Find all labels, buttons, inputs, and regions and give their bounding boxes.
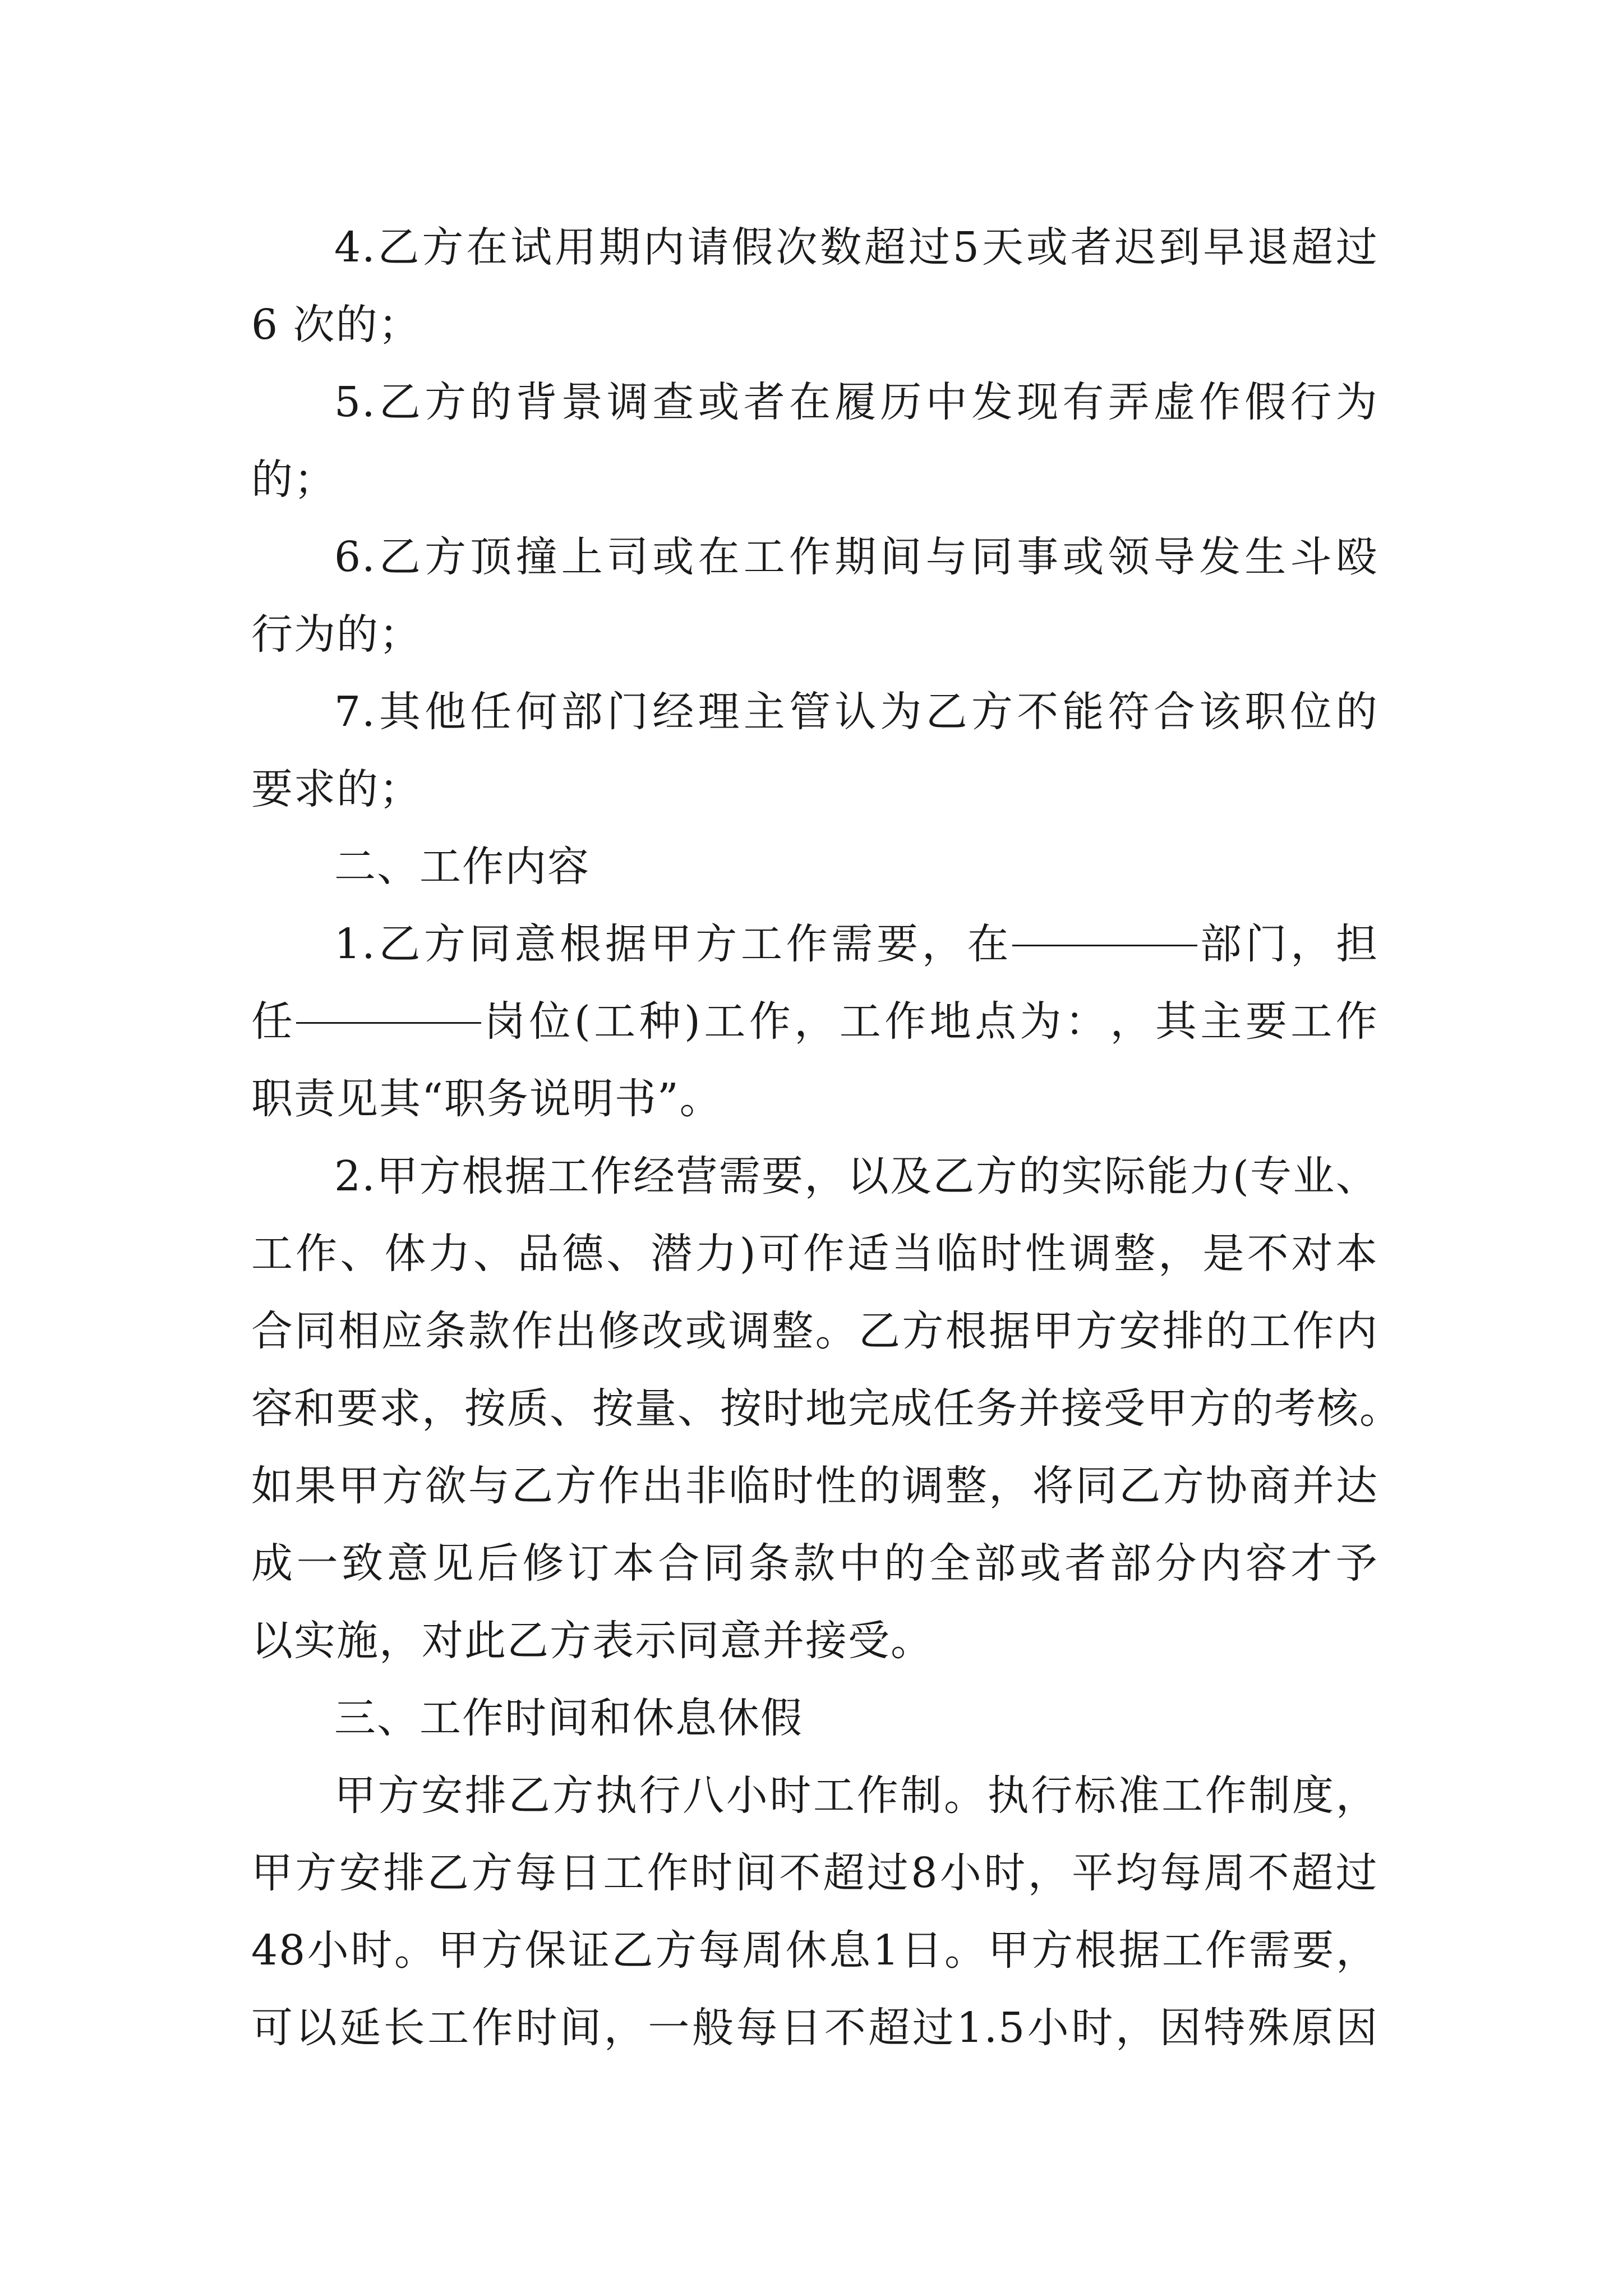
fill-in-blank bbox=[296, 983, 481, 1024]
text-line: 甲 方 安 排 乙 方 执 行 八 小 时 工 作 制 。 执 行 标 准 工 作 制 度 ， bbox=[334, 1772, 1378, 1820]
text-line: 职责见其“职务说明书”。 bbox=[251, 1075, 722, 1123]
text-line: 2. 甲 方 根 据 工 作 经 营 需 要 ， 以 及 乙 方 的 实 际 能 力 ( 专 业 、 bbox=[334, 1152, 1378, 1200]
document-page bbox=[251, 209, 1402, 2067]
text-line: 容 和 要 求 ， 按 质 、 按 量 、 按 时 地 完 成 任 务 并 接 受 甲 方 的 考 核 。 bbox=[251, 1384, 1402, 1433]
text-line: 的； bbox=[251, 455, 336, 504]
text-line: 可 以 延 长 工 作 时 间 ， 一 般 每 日 不 超 过 1.5 小 时 ， 因 特 殊 原 因 bbox=[251, 2004, 1378, 2052]
text-line: 如 果 甲 方 欲 与 乙 方 作 出 非 临 时 性 的 调 整 ， 将 同 乙 方 协 商 并 达 bbox=[251, 1462, 1378, 1510]
text-line: 6 次的； bbox=[251, 301, 421, 349]
fill-in-blank bbox=[1012, 905, 1197, 946]
text-line: 4. 乙 方 在 试 用 期 内 请 假 次 数 超 过 5 天 或 者 迟 到 早 退 超 过 bbox=[334, 223, 1378, 272]
text-line: 6. 乙 方 顶 撞 上 司 或 在 工 作 期 间 与 同 事 或 领 导 发 生 斗 殴 bbox=[334, 533, 1378, 581]
text-line: 二、工作内容 bbox=[334, 843, 590, 891]
text-line: 三、工作时间和休息休假 bbox=[334, 1694, 803, 1742]
text-line: 7. 其 他 任 何 部 门 经 理 主 管 认 为 乙 方 不 能 符 合 该 职 位 的 bbox=[334, 688, 1378, 736]
text-line: 行为的； bbox=[251, 610, 422, 659]
text-line: 工 作 、 体 力 、 品 德 、 潜 力 ) 可 作 适 当 临 时 性 调 整 ， 是 不 对 本 bbox=[251, 1230, 1378, 1278]
text-line: 任 岗 位 ( 工 种 ) 工 作 ， 工 作 地 点 为 ： ， 其 主 要 工 作 bbox=[251, 983, 1378, 1060]
text-line: 合 同 相 应 条 款 作 出 修 改 或 调 整 。 乙 方 根 据 甲 方 安 排 的 工 作 内 bbox=[251, 1307, 1378, 1355]
text-line: 以实施，对此乙方表示同意并接受。 bbox=[251, 1617, 933, 1665]
text-line: 要求的； bbox=[251, 765, 422, 813]
text-line: 5. 乙 方 的 背 景 调 查 或 者 在 履 历 中 发 现 有 弄 虚 作 假 行 为 bbox=[334, 378, 1378, 426]
text-line: 1. 乙 方 同 意 根 据 甲 方 工 作 需 要 ， 在 部 门 ， 担 bbox=[251, 905, 1378, 983]
document-body bbox=[251, 209, 1402, 2067]
text-line: 甲 方 安 排 乙 方 每 日 工 作 时 间 不 超 过 8 小 时 ， 平 均 每 周 不 超 过 bbox=[251, 1849, 1378, 1897]
text-line: 成 一 致 意 见 后 修 订 本 合 同 条 款 中 的 全 部 或 者 部 分 内 容 才 予 bbox=[251, 1539, 1378, 1588]
text-line: 48 小 时 。 甲 方 保 证 乙 方 每 周 休 息 1 日 。 甲 方 根 据 工 作 需 要 ， bbox=[251, 1926, 1378, 1975]
